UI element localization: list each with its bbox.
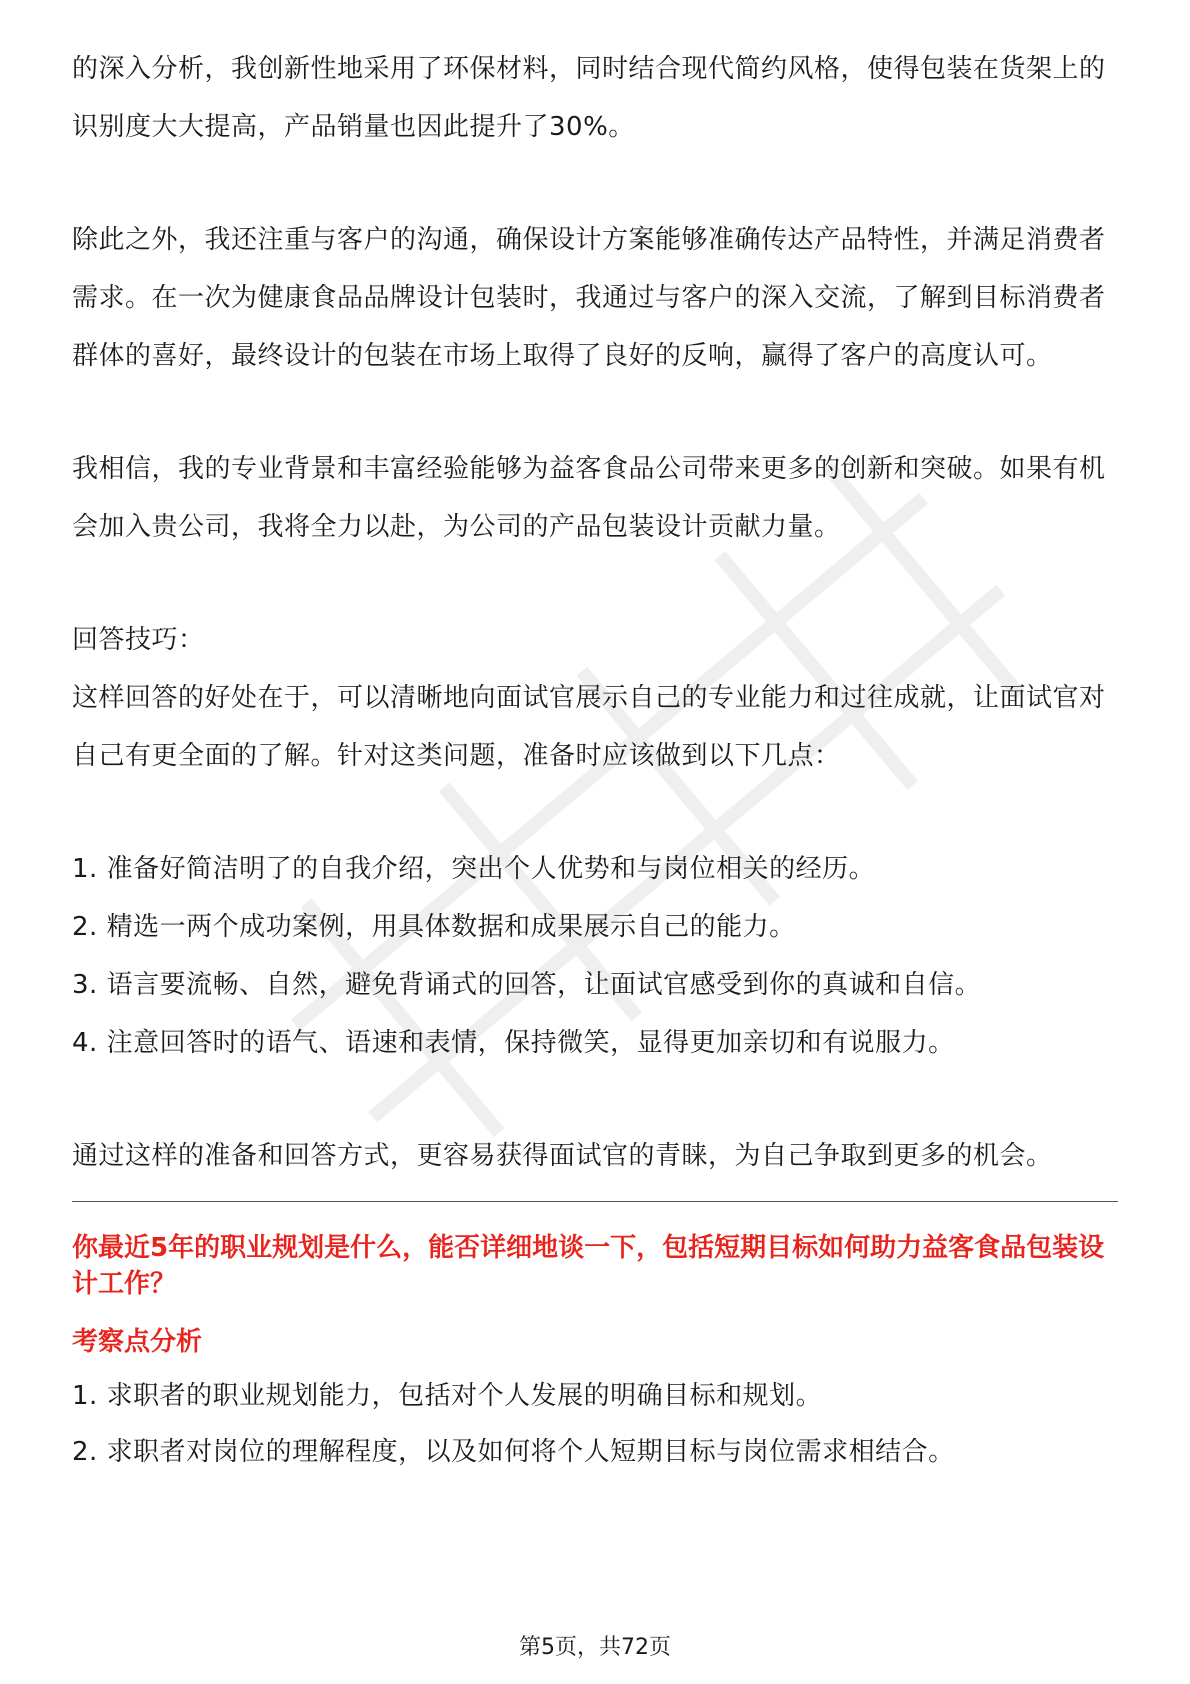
- tips-label: 回答技巧：: [72, 625, 205, 655]
- list-item: 4. 注意回答时的语气、语速和表情，保持微笑，显得更加亲切和有说服力。: [72, 1028, 955, 1058]
- section-divider: [72, 1201, 1118, 1202]
- section-title: 考察点分析: [72, 1327, 203, 1357]
- closing-paragraph: 通过这样的准备和回答方式，更容易获得面试官的青睐，为自己争取到更多的机会。: [72, 1141, 1053, 1171]
- list-item: 2. 精选一两个成功案例，用具体数据和成果展示自己的能力。: [72, 912, 796, 942]
- paragraph-analysis: 的深入分析，我创新性地采用了环保材料，同时结合现代简约风格，使得包装在货架上的识别度大大提高，产品销量也因此提升了30%。: [72, 54, 1106, 142]
- question-heading: 你最近5年的职业规划是什么，能否详细地谈一下，包括短期目标如何助力益客食品包装设计工作？: [72, 1233, 1105, 1299]
- tips-intro: 这样回答的好处在于，可以清晰地向面试官展示自己的专业能力和过往成就，让面试官对自己有更全面的了解。针对这类问题，准备时应该做到以下几点：: [72, 683, 1106, 771]
- list-item: 1. 准备好简洁明了的自我介绍，突出个人优势和与岗位相关的经历。: [72, 854, 876, 884]
- analysis-points-list: [72, 1368, 1118, 1480]
- paragraph-belief: 我相信，我的专业背景和丰富经验能够为益客食品公司带来更多的创新和突破。如果有机会加入贵公司，我将全力以赴，为公司的产品包装设计贡献力量。: [72, 454, 1106, 542]
- document-page: [72, 40, 1118, 1480]
- page-number: 第5页，共72页: [519, 1635, 671, 1660]
- list-item: 3. 语言要流畅、自然，避免背诵式的回答，让面试官感受到你的真诚和自信。: [72, 970, 982, 1000]
- list-item: 1. 求职者的职业规划能力，包括对个人发展的明确目标和规划。: [72, 1381, 823, 1411]
- tips-list: [72, 840, 1118, 1072]
- paragraph-communication: 除此之外，我还注重与客户的沟通，确保设计方案能够准确传达产品特性，并满足消费者需求。在一次为健康食品品牌设计包装时，我通过与客户的深入交流，了解到目标消费者群体的喜好，最终设计的包装在市场上取得了良好的反响，赢得了客户的高度认可。: [72, 225, 1106, 371]
- list-item: 2. 求职者对岗位的理解程度，以及如何将个人短期目标与岗位需求相结合。: [72, 1437, 955, 1467]
